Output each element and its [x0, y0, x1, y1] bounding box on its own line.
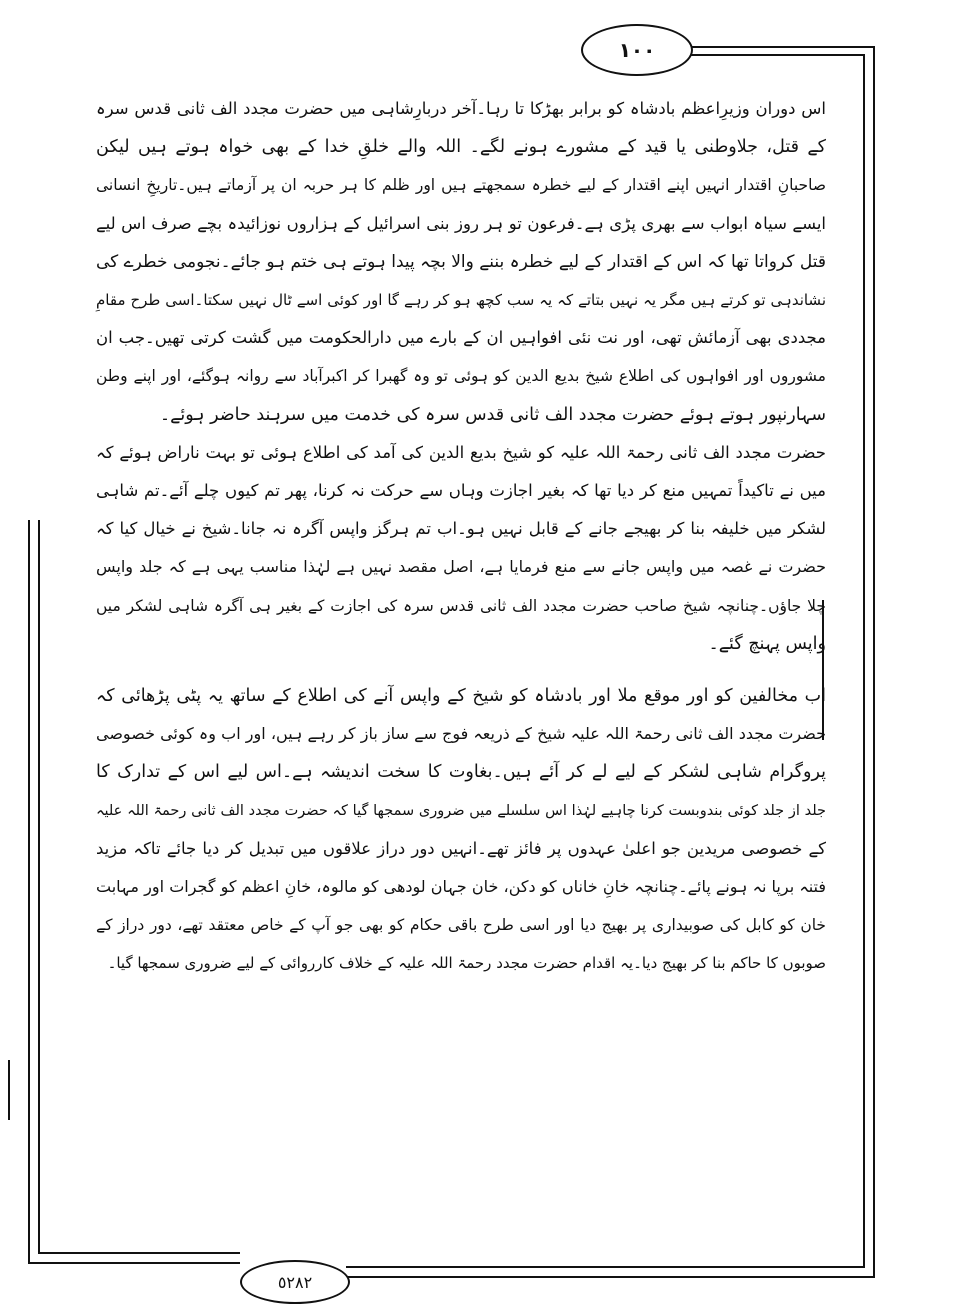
text-line: اب مخالفین کو اور موقع ملا اور بادشاہ کو شیخ کے واپس آنے کی اطلاع کے ساتھ یہ پٹی پڑھائی کہ — [96, 686, 826, 707]
text-line: لشکر میں خلیفہ بنا کر بھیجے جانے کے قابل نہیں ہو۔اب تم ہرگز واپس آگرہ نہ جانا۔شیخ نے خیال کیا کہ — [96, 519, 826, 539]
text-line: حضرت مجدد الف ثانی رحمۃ اللہ علیہ شیخ کے ذریعہ فوج سے ساز باز کر رہے ہیں، اور اب وہ کوئی خصوصی — [96, 724, 826, 744]
page-number: ١٠٠ — [618, 38, 656, 62]
text-line: میں نے تاکیداً تمہیں منع کر دیا تھا کہ بغیر اجازت وہاں سے حرکت نہ کرنا، پھر تم کیوں چلے آئے۔تم شاہی — [96, 481, 826, 501]
text-line: خان کو کابل کی صوبیداری پر بھیج دیا اور اسی طرح باقی حکام کو بھی جو آپ کے خاص معتقد تھے، دور دراز کے — [96, 916, 826, 935]
page-number-badge — [581, 24, 693, 76]
frame-right-line — [873, 46, 875, 1276]
frame-right-line — [863, 54, 865, 1266]
footer-reference: ٥٢٨٢ — [277, 1272, 313, 1292]
text-line: حضرت نے غصہ میں واپس جانے سے منع فرمایا ہے، اصل مقصد نہیں ہے لہٰذا مناسب یہی ہے کہ جلد واپس — [96, 557, 826, 577]
text-line: قتل کرواتا تھا کہ اس کے اقتدار کے لیے خطرہ بننے والا بچہ پیدا ہوتے ہی ختم ہو جائے۔نجومی خطرے کی — [96, 251, 826, 272]
footer-reference-badge — [240, 1260, 350, 1304]
text-line: اس دوران وزیرِاعظم بادشاہ کو برابر بھڑکا تا رہا۔آخر دربارِشاہی میں حضرت مجدد الف ثانی قدس سرہ — [96, 99, 826, 118]
paragraph — [96, 90, 826, 434]
frame-bottom-line — [38, 1252, 240, 1254]
frame-bottom-line — [346, 1276, 875, 1278]
text-line: ایسے سیاہ ابواب سے بھری پڑی ہے۔فرعون تو ہر روز بنی اسرائیل کے ہزاروں نوزائیدہ بچے صرف اس لیے — [96, 213, 826, 233]
text-line: کے خصوصی مریدین جو اعلیٰ عہدوں پر فائز تھے۔انہیں دور دراز علاقوں میں تبدیل کر دیا جائے تاکہ مزید — [96, 838, 826, 858]
paragraph — [96, 677, 826, 983]
text-line: مشوروں اور افواہوں کی اطلاع شیخ بدیع الدین کو ہوئی تو وہ گھبرا کر اکبرآباد سے روانہ ہوگئے، اور اپنے وطن — [96, 367, 826, 386]
text-line: کے قتل، جلاوطنی یا قید کے مشورے ہونے لگے۔ اللہ والے خلقِ خدا کے بھی خواہ ہوتے ہیں لیکن — [96, 137, 826, 158]
text-line: فتنہ برپا نہ ہونے پائے۔چنانچہ خانِ خاناں کو دکن، خان جہان لودھی کو مالوہ، خانِ اعظم کو گجرات اور مہابت — [96, 877, 826, 897]
text-line: حضرت مجدد الف ثانی رحمۃ اللہ علیہ کو شیخ بدیع الدین کی آمد کی اطلاع ہوئی تو بہت ناراض ہوئے کہ — [96, 442, 826, 462]
text-line: صاحبانِ اقتدار انہیں اپنے اقتدار کے لیے خطرہ سمجھتے ہیں اور ظلم کا ہر حربہ ان پر آزماتے ہیں۔تاریخِ انسانی — [96, 176, 826, 195]
frame-bottom-line — [346, 1266, 865, 1268]
frame-bottom-line — [28, 1262, 240, 1264]
frame-top-line — [689, 46, 874, 48]
frame-top-line — [689, 54, 864, 56]
paragraph — [96, 434, 826, 663]
frame-left-line — [28, 520, 30, 1264]
text-line: مجددی بھی آزمائش تھی، اور نت نئی افواہیں ان کے بارے میں دارالحکومت میں گشت کرتی تھیں۔جب ان — [96, 328, 826, 348]
text-line: نشاندہی تو کرتے ہیں مگر یہ نہیں بتاتے کہ یہ سب کچھ ہو کر رہے گا اور کوئی اسے ٹال نہیں سکتا۔اسی طرح مقامِ — [96, 291, 826, 310]
body-text — [96, 90, 826, 983]
text-line: سہارنپور ہوتے ہوئے حضرت مجدد الف ثانی قدس سرہ کی خدمت میں سرہند حاضر ہوئے۔ — [159, 404, 826, 425]
frame-left-line — [38, 520, 40, 1254]
text-line: صوبوں کا حاکم بنا کر بھیج دیا۔یہ اقدام حضرت مجدد رحمۃ اللہ علیہ کے خلاف کارروائی کے لیے ضروری سمجھا گیا۔ — [107, 954, 826, 973]
margin-mark — [8, 1060, 10, 1120]
text-line: جلد از جلد کوئی بندوبست کرنا چاہیے لہٰذا اس سلسلے میں ضروری سمجھا گیا کہ حضرت مجدد الف ثانی رحمۃ اللہ علیہ — [96, 802, 826, 819]
text-line: پروگرام شاہی لشکر کے لیے لے کر آئے ہیں۔بغاوت کا سخت اندیشہ ہے۔اس لیے اس کے تدارک کا — [96, 762, 826, 783]
text-line: چلا جاؤں۔چنانچہ شیخ صاحب حضرت مجدد الف ثانی قدس سرہ کی اجازت کے بغیر ہی آگرہ شاہی لشکر میں — [96, 596, 826, 615]
text-line: واپس پہنچ گئے۔ — [708, 633, 826, 654]
